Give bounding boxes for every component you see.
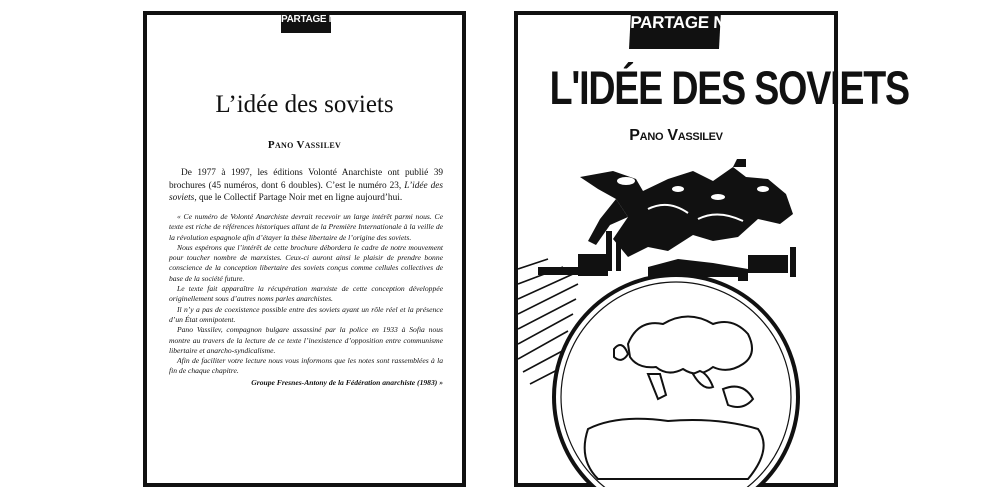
author-name: Pano Vassilev [267, 139, 342, 151]
cover-title: L'IDÉE DES SOVIETS [549, 61, 909, 114]
cover-author: Pano Vassilev [629, 127, 723, 144]
back-cover-page [143, 11, 466, 487]
page-title: L’idée des soviets [215, 91, 394, 118]
quote-paragraph: Pano Vassilev, compagnon bulgare assassiné par la police en 1933 à Sofia nous montre au travers de la lecture de ce texte l’inexistence d’opposition entre communisme libertaire et anarcho-syndicalisme. [169, 325, 443, 355]
globe-illustration [518, 159, 834, 487]
quote-paragraph: Le texte fait apparaître la récupération marxiste de cette conception développée originellement sous d’autres noms parles anarchistes. [169, 284, 443, 304]
intro-text-start: De 1977 à 1997, les éditions Volonté Anarchiste ont publié 39 brochures (45 numéros, dont 6 doubles). C’est le numéro 23, [169, 168, 443, 191]
partage-noir-logo: PARTAGE NOIR [629, 11, 721, 49]
front-cover-page [514, 11, 909, 487]
globe [554, 275, 798, 487]
quote-paragraph: Il n’y a pas de coexistence possible entre des soviets ayant un rôle réel et la présence d’un État omnipotent. [169, 304, 443, 324]
intro-text-end: , que le Collectif Partage Noir met en ligne aujourd’hui. [194, 193, 403, 203]
intro-paragraph [169, 167, 443, 205]
quote-paragraph: « Ce numéro de Volonté Anarchiste devrait recevoir un large intérêt parmi nous. Ce texte est riche de références historiques allant de la Première Internationale à la veille de la révolution espagnole afin d’étayer la thèse libertaire de l’origine des soviets. [169, 212, 443, 242]
partage-noir-logo: PARTAGE NOIR [281, 11, 331, 33]
intro-book-title: L’idée des soviets [169, 180, 443, 203]
quote-block [169, 212, 443, 388]
quote-paragraph: Afin de faciliter votre lecture nous vous informons que les notes sont rassemblées à la fin de chaque chapitre. [169, 356, 443, 376]
quote-paragraph: Nous espérons que l’intérêt de cette brochure débordera le cadre de notre mouvement pour toucher nombre de marxistes. Ceux-ci auront ainsi le plaisir de prendre bonne conscience de la conception libertaire des soviets conçus comme cellules collectives de base de la société future. [169, 242, 443, 283]
quote-signature: Groupe Fresnes-Antony de la Fédération anarchiste (1983) » [251, 377, 443, 387]
